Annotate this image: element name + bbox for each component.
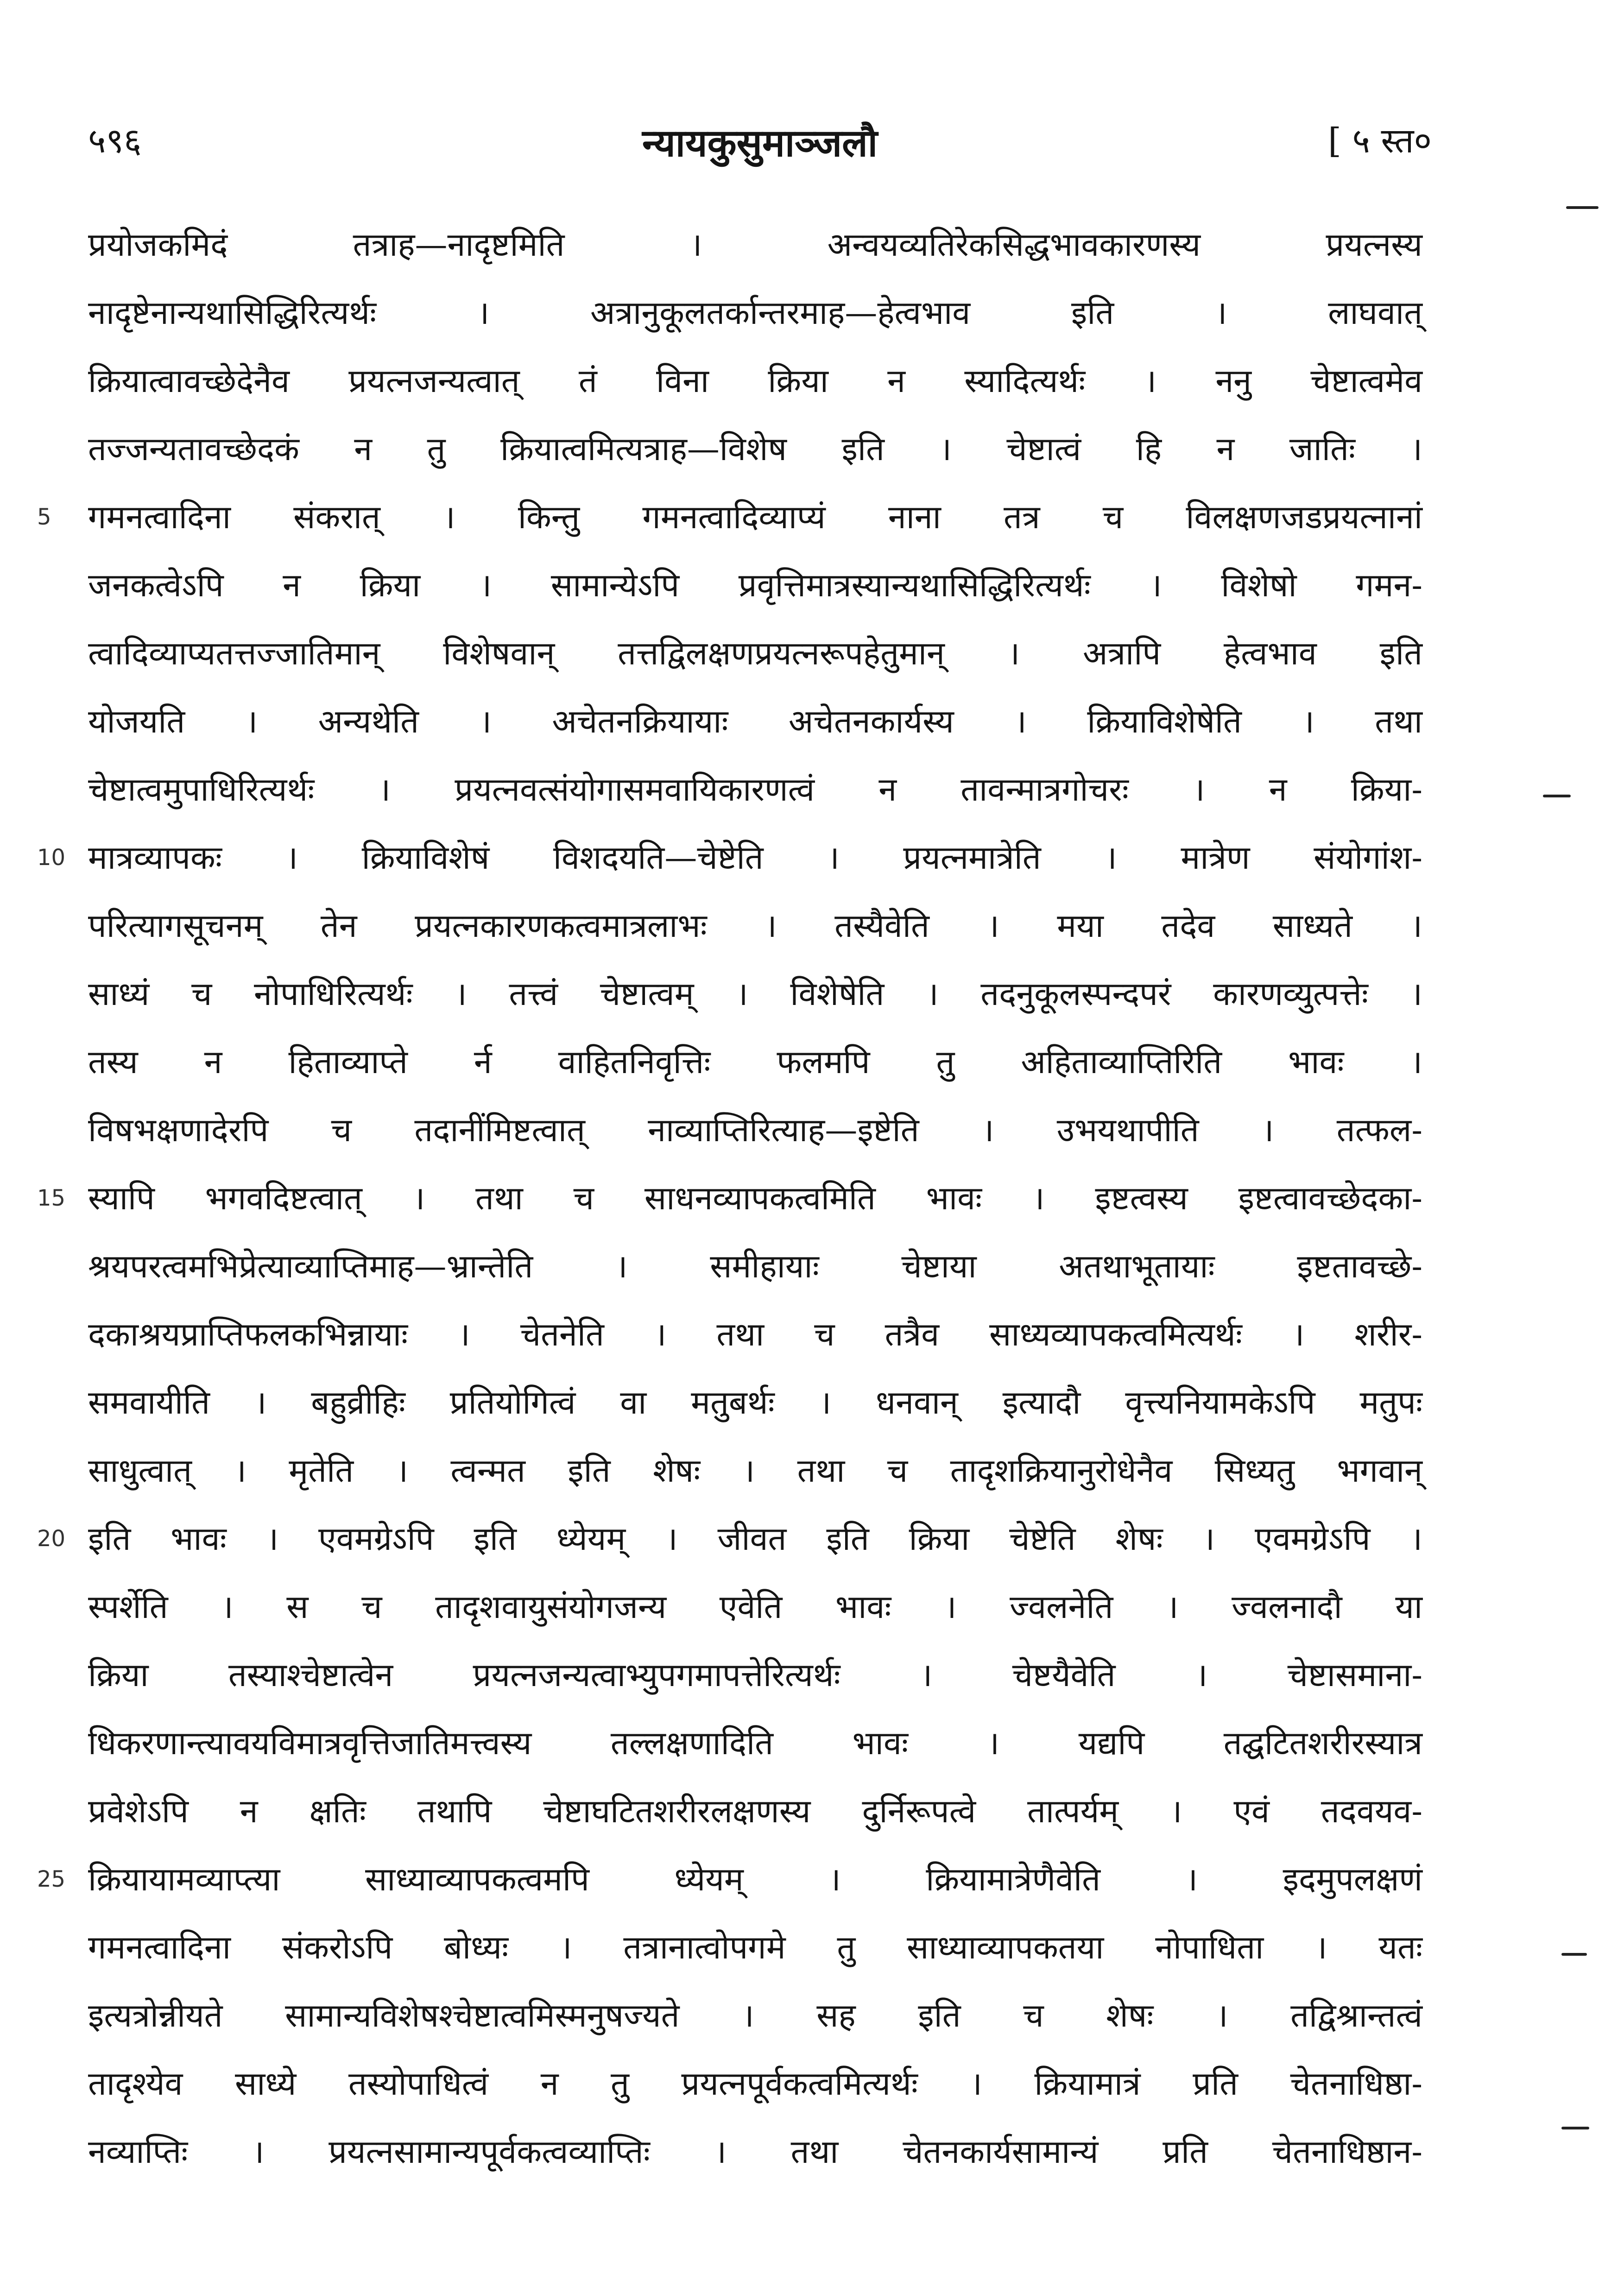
text-line bbox=[88, 1709, 1422, 1777]
line-text: त्वादिव्याप्यतत्तज्जातिमान् विशेषवान् तत्तद्विलक्षणप्रयत्नरूपहेतुमान् । अत्रापि हेत्वभाव इति bbox=[88, 634, 1422, 672]
section-reference: [ ५ स्त० bbox=[1328, 121, 1432, 161]
text-line bbox=[88, 960, 1422, 1028]
text-line bbox=[88, 756, 1422, 824]
margin-mark bbox=[1561, 1953, 1587, 1956]
line-text: परित्यागसूचनम् तेन प्रयत्नकारणकत्वमात्रलाभः । तस्यैवेति । मया तदेव साध्यते । bbox=[88, 907, 1422, 945]
line-text: गमनत्वादिना संकरात् । किन्तु गमनत्वादिव्याप्यं नाना तत्र च विलक्षणजडप्रयत्नानां bbox=[88, 498, 1422, 536]
text-line bbox=[88, 551, 1422, 619]
line-number: 15 bbox=[37, 1185, 66, 1211]
line-text: चेष्टात्वमुपाधिरित्यर्थः । प्रयत्नवत्संयोगासमवायिकारणत्वं न तावन्मात्रगोचरः । न क्रिया- bbox=[88, 771, 1422, 809]
text-line bbox=[88, 2118, 1422, 2186]
line-text: गमनत्वादिना संकरोऽपि बोध्यः । तत्रानात्वोपगमे तु साध्याव्यापकतया नोपाधिता । यतः bbox=[88, 1928, 1422, 1966]
text-line bbox=[88, 279, 1422, 347]
text-line bbox=[88, 2050, 1422, 2118]
line-text: योजयति । अन्यथेति । अचेतनक्रियायाः अचेतनकार्यस्य । क्रियाविशेषेति । तथा bbox=[88, 702, 1422, 740]
text-line bbox=[88, 347, 1422, 415]
line-text: दकाश्रयप्राप्तिफलकभिन्नायाः । चेतनेति । तथा च तत्रैव साध्यव्यापकत्वमित्यर्थः । शरीर- bbox=[88, 1315, 1422, 1353]
line-text: प्रयोजकमिदं तत्राह—नादृष्टमिति । अन्वयव्यतिरेकसिद्धभावकारणस्य प्रयत्नस्य bbox=[88, 226, 1422, 264]
line-text: साधुत्वात् । मृतेति । त्वन्मत इति शेषः । तथा च तादृशक्रियानुरोधेनैव सिध्यतु भगवान् bbox=[88, 1452, 1422, 1490]
line-text: तस्य न हिताव्याप्ते र्न वाहितनिवृत्तिः फलमपि तु अहिताव्याप्तिरिति भावः । bbox=[88, 1043, 1422, 1081]
line-text: स्यापि भगवदिष्टत्वात् । तथा च साधनव्यापकत्वमिति भावः । इष्टत्वस्य इष्टत्वावच्छेदका- bbox=[88, 1179, 1422, 1217]
line-text: प्रवेशेऽपि न क्षतिः तथापि चेष्टाघटितशरीरलक्षणस्य दुर्निरूपत्वे तात्पर्यम् । एवं तदवयव- bbox=[88, 1792, 1422, 1830]
line-text: क्रियात्वावच्छेदेनैव प्रयत्नजन्यत्वात् तं विना क्रिया न स्यादित्यर्थः । ननु चेष्टात्वमेव bbox=[88, 362, 1422, 400]
text-line bbox=[37, 824, 1422, 892]
line-text: साध्यं च नोपाधिरित्यर्थः । तत्त्वं चेष्टात्वम् । विशेषेति । तदनुकूलस्पन्दपरं कारणव्युत्पत्तेः । bbox=[88, 975, 1422, 1013]
text-line bbox=[88, 1982, 1422, 2050]
line-text: क्रिया तस्याश्चेष्टात्वेन प्रयत्नजन्यत्वाभ्युपगमापत्तेरित्यर्थः । चेष्टयैवेति । चेष्टासमाना- bbox=[88, 1656, 1422, 1694]
commentary-text bbox=[37, 211, 1422, 2186]
text-line bbox=[88, 688, 1422, 756]
text-line bbox=[88, 415, 1422, 483]
text-line bbox=[88, 1914, 1422, 1982]
line-text: तादृश्येव साध्ये तस्योपाधित्वं न तु प्रयत्नपूर्वकत्वमित्यर्थः । क्रियामात्रं प्रति चेतनाधिष्ठा- bbox=[88, 2065, 1422, 2103]
text-line bbox=[88, 1028, 1422, 1096]
page-header bbox=[88, 116, 1432, 171]
text-line bbox=[88, 1777, 1422, 1845]
line-text: तज्जन्यतावच्छेदकं न तु क्रियात्वमित्यत्राह—विशेष इति । चेष्टात्वं हि न जातिः । bbox=[88, 430, 1422, 468]
running-title: न्यायकुसुमाञ्जलौ bbox=[642, 121, 878, 165]
line-text: विषभक्षणादेरपि च तदानींमिष्टत्वात् नाव्याप्तिरित्याह—इष्टेति । उभयथापीति । तत्फल- bbox=[88, 1111, 1422, 1149]
line-text: क्रियायामव्याप्त्या साध्याव्यापकत्वमपि ध्येयम् । क्रियामात्रेणैवेति । इदमुपलक्षणं bbox=[88, 1860, 1422, 1898]
line-text: इत्यत्रोन्नीयते सामान्यविशेषश्चेष्टात्वमिस्मनुषज्यते । सह इति च शेषः । तद्विश्रान्तत्वं bbox=[88, 1996, 1422, 2034]
text-line bbox=[88, 211, 1422, 279]
line-number: 10 bbox=[37, 845, 66, 871]
text-line bbox=[88, 1232, 1422, 1301]
text-line bbox=[37, 483, 1422, 551]
line-text: नव्याप्तिः । प्रयत्नसामान्यपूर्वकत्वव्याप्तिः । तथा चेतनकार्यसामान्यं प्रति चेतनाधिष्ठान- bbox=[88, 2133, 1422, 2171]
line-text: नादृष्टेनान्यथासिद्धिरित्यर्थः । अत्रानुकूलतर्कान्तरमाह—हेत्वभाव इति । लाघवात् bbox=[88, 294, 1422, 332]
margin-mark bbox=[1543, 795, 1571, 797]
line-number: 20 bbox=[37, 1526, 66, 1552]
text-line bbox=[37, 1164, 1422, 1232]
text-line bbox=[88, 1641, 1422, 1709]
text-line bbox=[88, 892, 1422, 960]
text-line bbox=[88, 1369, 1422, 1437]
line-text: मात्रव्यापकः । क्रियाविशेषं विशदयति—चेष्टेति । प्रयत्नमात्रेति । मात्रेण संयोगांश- bbox=[88, 839, 1422, 877]
text-line bbox=[37, 1505, 1422, 1573]
margin-mark bbox=[1561, 2127, 1589, 2129]
line-text: इति भावः । एवमग्रेऽपि इति ध्येयम् । जीवत इति क्रिया चेष्टेति शेषः । एवमग्रेऽपि । bbox=[88, 1520, 1422, 1558]
line-text: जनकत्वेऽपि न क्रिया । सामान्येऽपि प्रवृत्तिमात्रस्यान्यथासिद्धिरित्यर्थः । विशेषो गमन- bbox=[88, 566, 1422, 604]
margin-mark bbox=[1566, 206, 1599, 209]
line-text: धिकरणान्त्यावयविमात्रवृत्तिजातिमत्त्वस्य तल्लक्षणादिति भावः । यद्यपि तद्घटितशरीरस्यात्र bbox=[88, 1724, 1422, 1762]
text-line bbox=[88, 1437, 1422, 1505]
line-number: 25 bbox=[37, 1866, 66, 1892]
line-number: 5 bbox=[37, 504, 51, 530]
text-line bbox=[88, 1573, 1422, 1641]
line-text: समवायीति । बहुव्रीहिः प्रतियोगित्वं वा मतुबर्थः । धनवान् इत्यादौ वृत्त्यनियामकेऽपि मतुपः bbox=[88, 1384, 1422, 1421]
text-line bbox=[88, 1096, 1422, 1164]
text-line bbox=[37, 1845, 1422, 1914]
text-line bbox=[88, 1301, 1422, 1369]
line-text: श्रयपरत्वमभिप्रेत्याव्याप्तिमाह—भ्रान्तेति । समीहायाः चेष्टाया अतथाभूतायाः इष्टतावच्छे- bbox=[88, 1247, 1422, 1285]
page-number: ५९६ bbox=[88, 121, 142, 161]
line-text: स्पर्शेति । स च तादृशवायुसंयोगजन्य एवेति भावः । ज्वलनेति । ज्वलनादौ या bbox=[88, 1588, 1422, 1626]
text-line bbox=[88, 619, 1422, 688]
